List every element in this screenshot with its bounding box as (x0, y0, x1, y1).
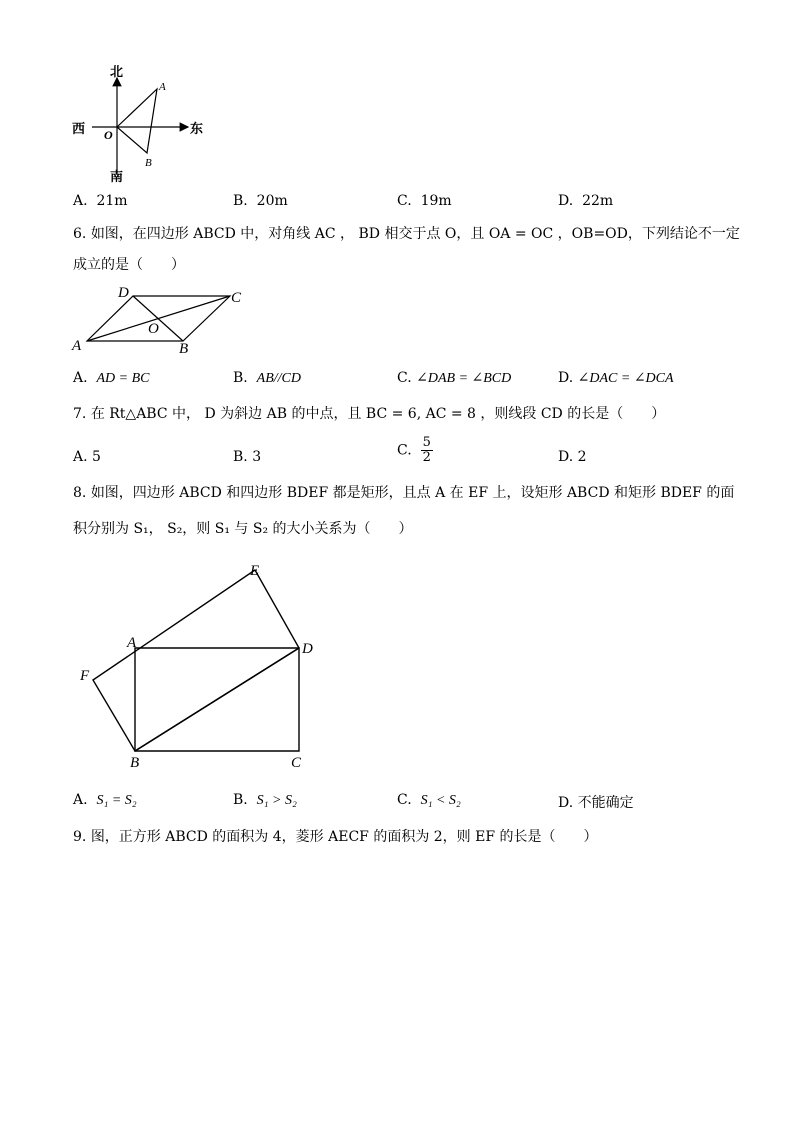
label-E: E (250, 563, 260, 579)
label-north: 北 (110, 64, 124, 79)
q8-option-b[interactable]: B. S₁ > S₂ (233, 792, 297, 808)
q6-figure (68, 282, 258, 356)
compass-figure (70, 62, 210, 187)
q7-option-d[interactable]: D. 2 (558, 449, 587, 465)
q6-stem-line2: 成立的是（ ） (73, 257, 185, 273)
q7-option-a[interactable]: A. 5 (73, 449, 101, 465)
q5-option-a[interactable]: A. 21m (73, 193, 128, 209)
q8-option-a[interactable]: A. S₁ = S₂ (73, 792, 137, 808)
label-south: 南 (110, 169, 124, 184)
q6-option-c[interactable]: C. ∠DAB = ∠BCD (397, 370, 512, 386)
q5-option-d[interactable]: D. 22m (558, 193, 614, 209)
q6-option-a[interactable]: A. AD = BC (73, 370, 150, 386)
q7-option-c[interactable]: C. $\frac{5}{2}$ (397, 435, 431, 465)
label-O: O (148, 321, 159, 337)
fraction-five-halves: $\frac{5}{2}$ (422, 435, 431, 465)
diagonal-BD (135, 648, 299, 751)
q5-option-c[interactable]: C. 19m (397, 193, 452, 209)
label-F: F (80, 668, 90, 684)
q6-option-d[interactable]: D. ∠DAC = ∠DCA (558, 370, 674, 386)
q8-option-c[interactable]: C. S₁ < S₂ (397, 792, 461, 808)
label-D: D (302, 641, 313, 657)
label-C: C (291, 755, 302, 771)
label-A: A (127, 635, 137, 651)
label-B: B (145, 157, 152, 169)
q5-option-b[interactable]: B. 20m (233, 193, 288, 209)
label-B: B (130, 755, 140, 771)
path-OAB (117, 89, 157, 153)
q7-option-b[interactable]: B. 3 (233, 449, 262, 465)
q7-stem: 7. 在 Rt△ABC 中， D 为斜边 AB 的中点，且 BC = 6, AC = 8 ，则线段 CD 的长是（ ） (73, 406, 666, 422)
q6-stem-line1: 6. 如图，在四边形 ABCD 中，对角线 AC ， BD 相交于点 O，且 OA = OC ，OB=OD，下列结论不一定 (73, 226, 740, 242)
label-B: B (179, 341, 189, 356)
label-east: 东 (190, 121, 204, 136)
label-O: O (104, 128, 113, 142)
q8-figure (75, 557, 325, 772)
label-C: C (231, 290, 242, 306)
label-west: 西 (72, 121, 86, 136)
rectangle-BDEF (93, 570, 299, 751)
q8-stem-line2: 积分别为 S₁， S₂，则 S₁ 与 S₂ 的大小关系为（ ） (73, 521, 413, 537)
label-D: D (118, 285, 129, 301)
label-A: A (72, 338, 82, 354)
q8-option-d[interactable]: D. 不能确定 (558, 795, 634, 811)
q6-option-b[interactable]: B. AB//CD (233, 370, 301, 386)
label-A: A (159, 81, 166, 93)
q8-stem-line1: 8. 如图，四边形 ABCD 和四边形 BDEF 都是矩形，且点 A 在 EF 上，设矩形 ABCD 和矩形 BDEF 的面 (73, 485, 735, 501)
q9-stem: 9. 图，正方形 ABCD 的面积为 4，菱形 AECF 的面积为 2，则 EF 的长是（ ） (73, 829, 598, 845)
